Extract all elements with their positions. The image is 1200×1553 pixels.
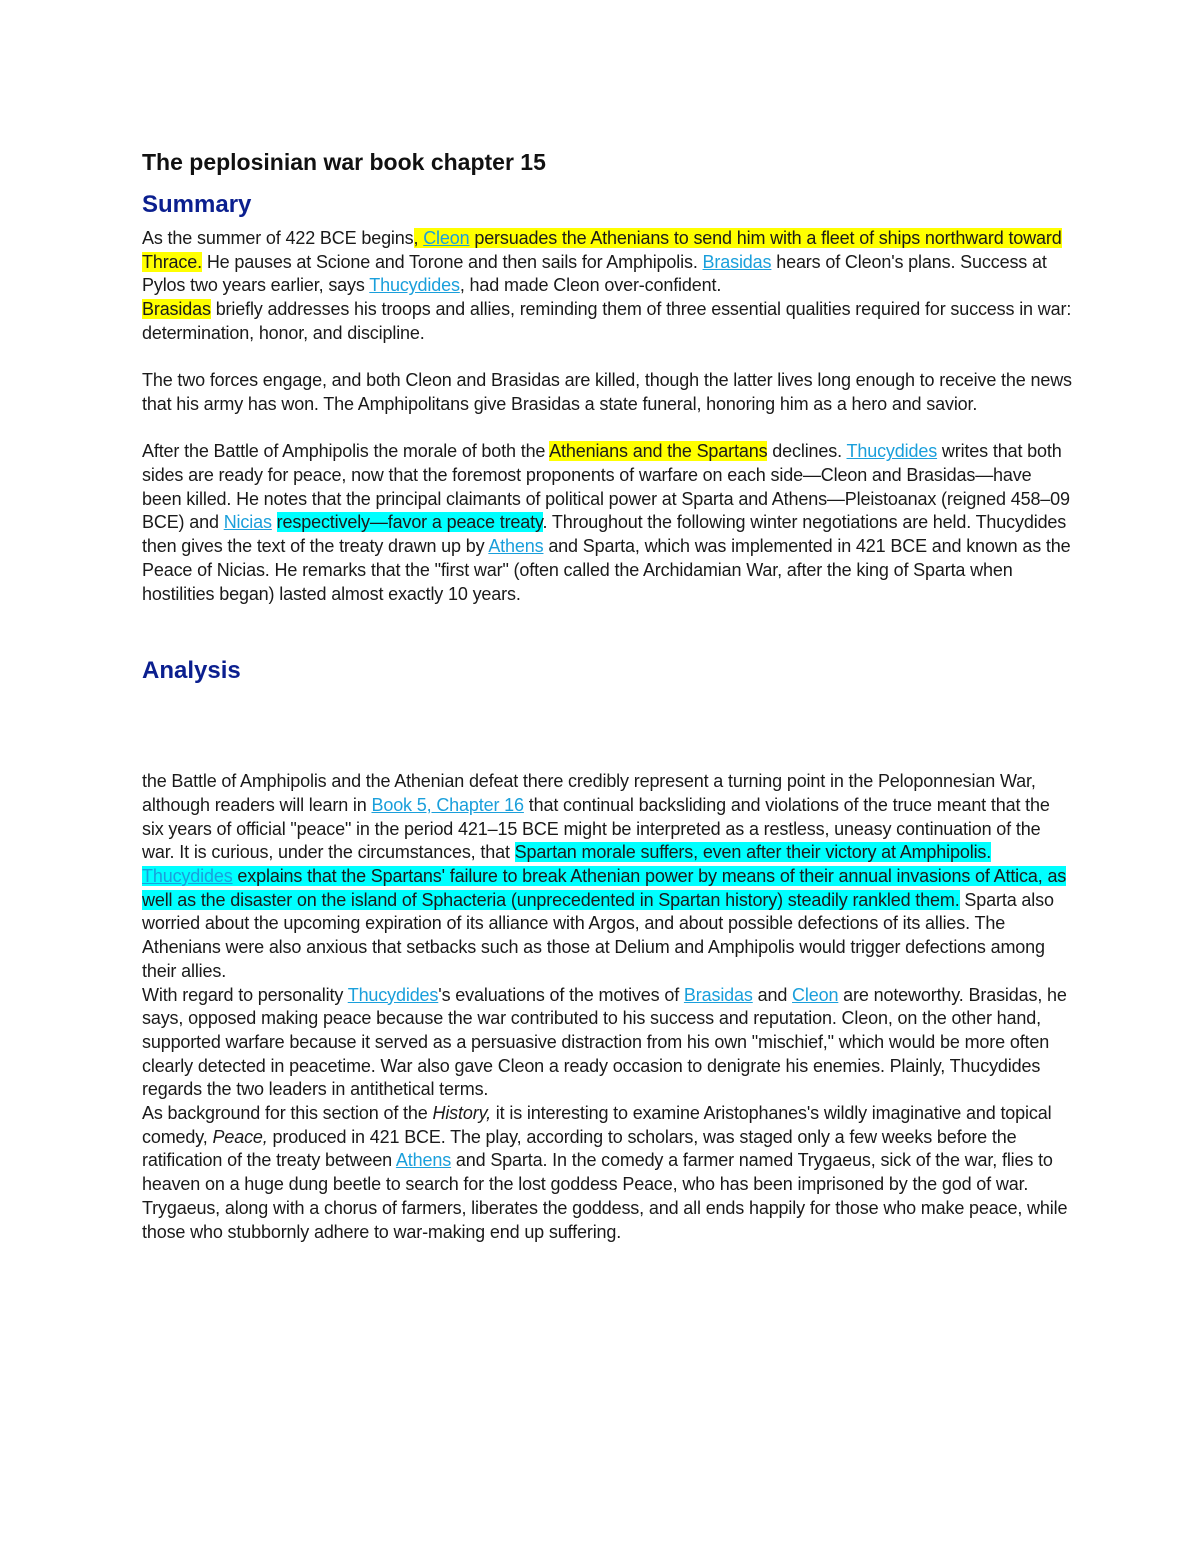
spacer	[142, 688, 1072, 770]
link-cleon[interactable]: Cleon	[423, 228, 470, 248]
link-nicias[interactable]: Nicias	[223, 512, 272, 533]
text-run: With regard to personality	[142, 984, 348, 1005]
text-run: that continual backsliding and violations of the truce meant that the six years of official "peace" in the period 421–15 BCE might be interpreted as a restless, uneasy continuation of the war. It is curious, under the circumstances, that	[142, 794, 1050, 863]
highlight-cyan: respectively—favor a peace treaty	[276, 512, 543, 533]
analysis-section	[142, 770, 1072, 1244]
link-thucydides[interactable]: Thucydides	[347, 984, 439, 1005]
text-run: it is interesting to examine Aristophanes's wildly imaginative and topical comedy,	[142, 1103, 1052, 1147]
text-run: declines.	[767, 441, 847, 462]
text-run: the Battle of Amphipolis and the Athenian defeat there credibly represent a turning point in the Peloponnesian War, although readers will learn in	[142, 771, 1036, 815]
italic-title-peace: Peace,	[212, 1126, 268, 1147]
text-run: As background for this section of the	[142, 1103, 433, 1124]
page-title: The peplosinian war book chapter 15	[142, 149, 546, 175]
link-cleon[interactable]: Cleon	[792, 984, 839, 1005]
summary-paragraph-3: The two forces engage, and both Cleon and Brasidas are killed, though the latter lives long enough to receive the news that his army has won. The Amphipolitans give Brasidas a state funeral, honoring him as a hero and savior.	[142, 370, 1072, 414]
highlight-yellow: Brasidas	[142, 299, 211, 320]
link-thucydides[interactable]: Thucydides	[846, 441, 938, 462]
highlight-yellow: Athenians and the Spartans	[549, 441, 768, 462]
text-run: and Sparta, which was implemented in 421 BCE and known as the Peace of Nicias. He remarks that the "first war" (often called the Archidamian War, after the king of Sparta when hostilities began) lasted almost exactly 10 years.	[142, 536, 1071, 604]
text-run: are noteworthy. Brasidas, he says, opposed making peace because the war contributed to his success and reputation. Cleon, on the other hand, supported warfare because it served as a persuasive distraction from his own "mischief," which would be more often clearly detected in peacetime. War also gave Cleon a ready occasion to denigrate his enemies. Plainly, Thucydides regards the two leaders in antithetical terms.	[142, 984, 1067, 1100]
summary-paragraph-1	[142, 227, 1072, 298]
link-athens[interactable]: Athens	[395, 1150, 452, 1171]
link-athens[interactable]: Athens	[488, 536, 544, 557]
document-content	[142, 146, 1072, 1244]
text-run: persuades the Athenians to send him with a fleet of ships northward toward Thrace.	[142, 228, 1062, 272]
summary-paragraph-4	[142, 440, 1072, 606]
text-run: As the summer of 422 BCE begins	[142, 228, 414, 248]
link-thucydides[interactable]: Thucydides	[142, 866, 233, 887]
analysis-heading: Analysis	[142, 657, 241, 685]
text-run: After the Battle of Amphipolis the morale of both the	[142, 441, 550, 462]
text-run: 's evaluations of the motives of	[438, 984, 684, 1005]
spacer	[142, 417, 1072, 441]
link-brasidas[interactable]: Brasidas	[702, 251, 772, 272]
analysis-paragraph-3	[142, 1102, 1072, 1244]
text-run: produced in 421 BCE. The play, according to scholars, was staged only a few weeks before the ratification of the treaty between	[142, 1126, 1017, 1171]
text-run: ,	[413, 228, 424, 248]
summary-heading: Summary	[142, 191, 252, 218]
text-run: Sparta also worried about the upcoming expiration of its alliance with Argos, and about possible defections of its allies. The Athenians were also anxious that setbacks such as those at Delium and Amphipolis would trigger defections among their allies.	[142, 889, 1054, 981]
link-brasidas[interactable]: Brasidas	[683, 984, 753, 1005]
analysis-paragraph-2	[142, 984, 1072, 1103]
link-thucydides[interactable]: Thucydides	[369, 275, 460, 296]
summary-paragraph-2	[142, 298, 1072, 345]
text-run	[272, 512, 277, 532]
text-run: and	[752, 984, 793, 1005]
link-book-5-chapter-16[interactable]: Book 5, Chapter 16	[371, 794, 524, 815]
text-run: hears of Cleon's plans. Success at Pylos two years earlier, says	[142, 251, 1047, 296]
text-run: briefly addresses his troops and allies, reminding them of three essential qualities required for success in war: determination, honor, and discipline.	[142, 299, 1072, 343]
text-run: Spartan morale suffers, even after their victory at Amphipolis.	[514, 842, 992, 863]
spacer	[142, 606, 1072, 654]
italic-title-history: History,	[432, 1103, 491, 1124]
analysis-paragraph-1	[142, 770, 1072, 983]
summary-section	[142, 227, 1072, 606]
text-run: , had made Cleon over-confident.	[459, 275, 722, 296]
text-run: writes that both sides are ready for peace, now that the foremost proponents of warfare on each side—Cleon and Brasidas—have been killed. He notes that the principal claimants of political power at Sparta and Athens—Pleistoanax (reigned 458–09 BCE) and	[142, 441, 1070, 533]
text-run: explains that the Spartans' failure to break Athenian power by means of their annual invasions of Attica, as well as the disaster on the island of Sphacteria (unprecedented in Spartan history) steadily rankled them.	[142, 866, 1067, 910]
text-run: and Sparta. In the comedy a farmer named Trygaeus, sick of the war, flies to heaven on a huge dung beetle to search for the lost goddess Peace, who has been imprisoned by the god of war. Trygaeus, along with a chorus of farmers, liberates the goddess, and all ends happily for those who make peace, while those who stubbornly adhere to war-making end up suffering.	[142, 1150, 1068, 1242]
text-run: . Throughout the following winter negotiations are held. Thucydides then gives the text of the treaty drawn up by	[142, 512, 1067, 557]
spacer	[142, 346, 1072, 370]
text-run: He pauses at Scione and Torone and then sails for Amphipolis.	[201, 251, 703, 272]
